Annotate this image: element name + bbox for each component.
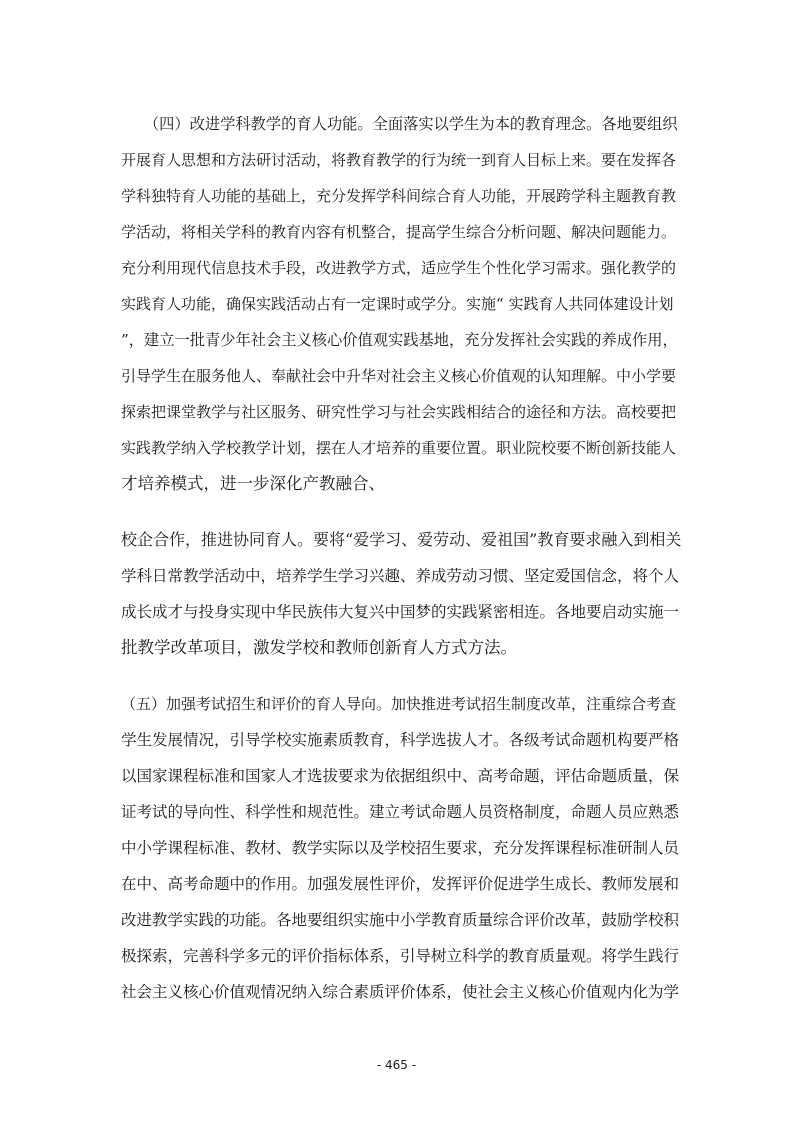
text-line: 引导学生在服务他人、奉献社会中升华对社会主义核心价值观的认知理解。中小学要 [121, 367, 677, 385]
text-line: 中小学课程标准、教材、教学实际以及学校招生要求，充分发挥课程标准研制人员 [121, 839, 680, 857]
text-line: 批教学改革项目，激发学校和教师创新育人方式方法。 [121, 638, 517, 657]
text-line: 证考试的导向性、科学性和规范性。建立考试命题人员资格制度，命题人员应熟悉 [121, 803, 680, 821]
text-line: 社会主义核心价值观情况纳入综合素质评价体系，使社会主义核心价值观内化为学 [121, 983, 680, 1001]
text-line: 以国家课程标准和国家人才选拔要求为依据组织中、高考命题，评估命题质量，保 [121, 767, 680, 785]
text-line: 实践教学纳入学校教学计划，摆在人才培养的重要位置。职业院校要不断创新技能人 [121, 439, 677, 457]
text-line: 改进教学实践的功能。各地要组织实施中小学教育质量综合评价改革，鼓励学校积 [121, 911, 680, 929]
text-line: 学活动，将相关学科的教育内容有机整合，提高学生综合分析问题、解决问题能力。 [121, 223, 677, 241]
text-line: 开展育人思想和方法研讨活动，将教育教学的行为统一到育人目标上来。要在发挥各 [121, 151, 677, 169]
page-number: - 465 - [376, 1058, 417, 1072]
text-line: 学科日常教学活动中，培养学生学习兴趣、养成劳动习惯、坚定爱国信念，将个人 [121, 567, 680, 585]
text-line: ”，建立一批青少年社会主义核心价值观实践基地，充分发挥社会实践的养成作用， [121, 331, 678, 349]
text-line: 成长成才与投身实现中华民族伟大复兴中国梦的实践紧密相连。各地要启动实施一 [121, 603, 680, 621]
text-line: （四）改进学科教学的育人功能。全面落实以学生为本的教育理念。各地要组织 [121, 115, 678, 133]
text-line: 在中、高考命题中的作用。加强发展性评价，发挥评价促进学生成长、教师发展和 [121, 875, 680, 893]
text-line: 探索把课堂教学与社区服务、研究性学习与社会实践相结合的途径和方法。高校要把 [121, 403, 677, 421]
text-line: 学科独特育人功能的基础上，充分发挥学科间综合育人功能，开展跨学科主题教育教 [121, 187, 677, 205]
text-line: 学生发展情况，引导学校实施素质教育，科学选拔人才。各级考试命题机构要严格 [121, 731, 680, 749]
text-line: 实践育人功能，确保实践活动占有一定课时或学分。实施“ 实践育人共同体建设计划 [121, 295, 674, 313]
text-line: 校企合作，推进协同育人。要将“爱学习、爱劳动、爱祖国”教育要求融入到相关 [121, 530, 682, 549]
text-line: 才培养模式，进一步深化产教融合、 [121, 474, 385, 493]
text-line: 充分利用现代信息技术手段，改进教学方式，适应学生个性化学习需求。强化教学的 [121, 259, 677, 277]
text-line: （五）加强考试招生和评价的育人导向。加快推进考试招生制度改革，注重综合考查 [121, 695, 677, 713]
text-line: 极探索，完善科学多元的评价指标体系，引导树立科学的教育质量观。将学生践行 [121, 947, 680, 965]
